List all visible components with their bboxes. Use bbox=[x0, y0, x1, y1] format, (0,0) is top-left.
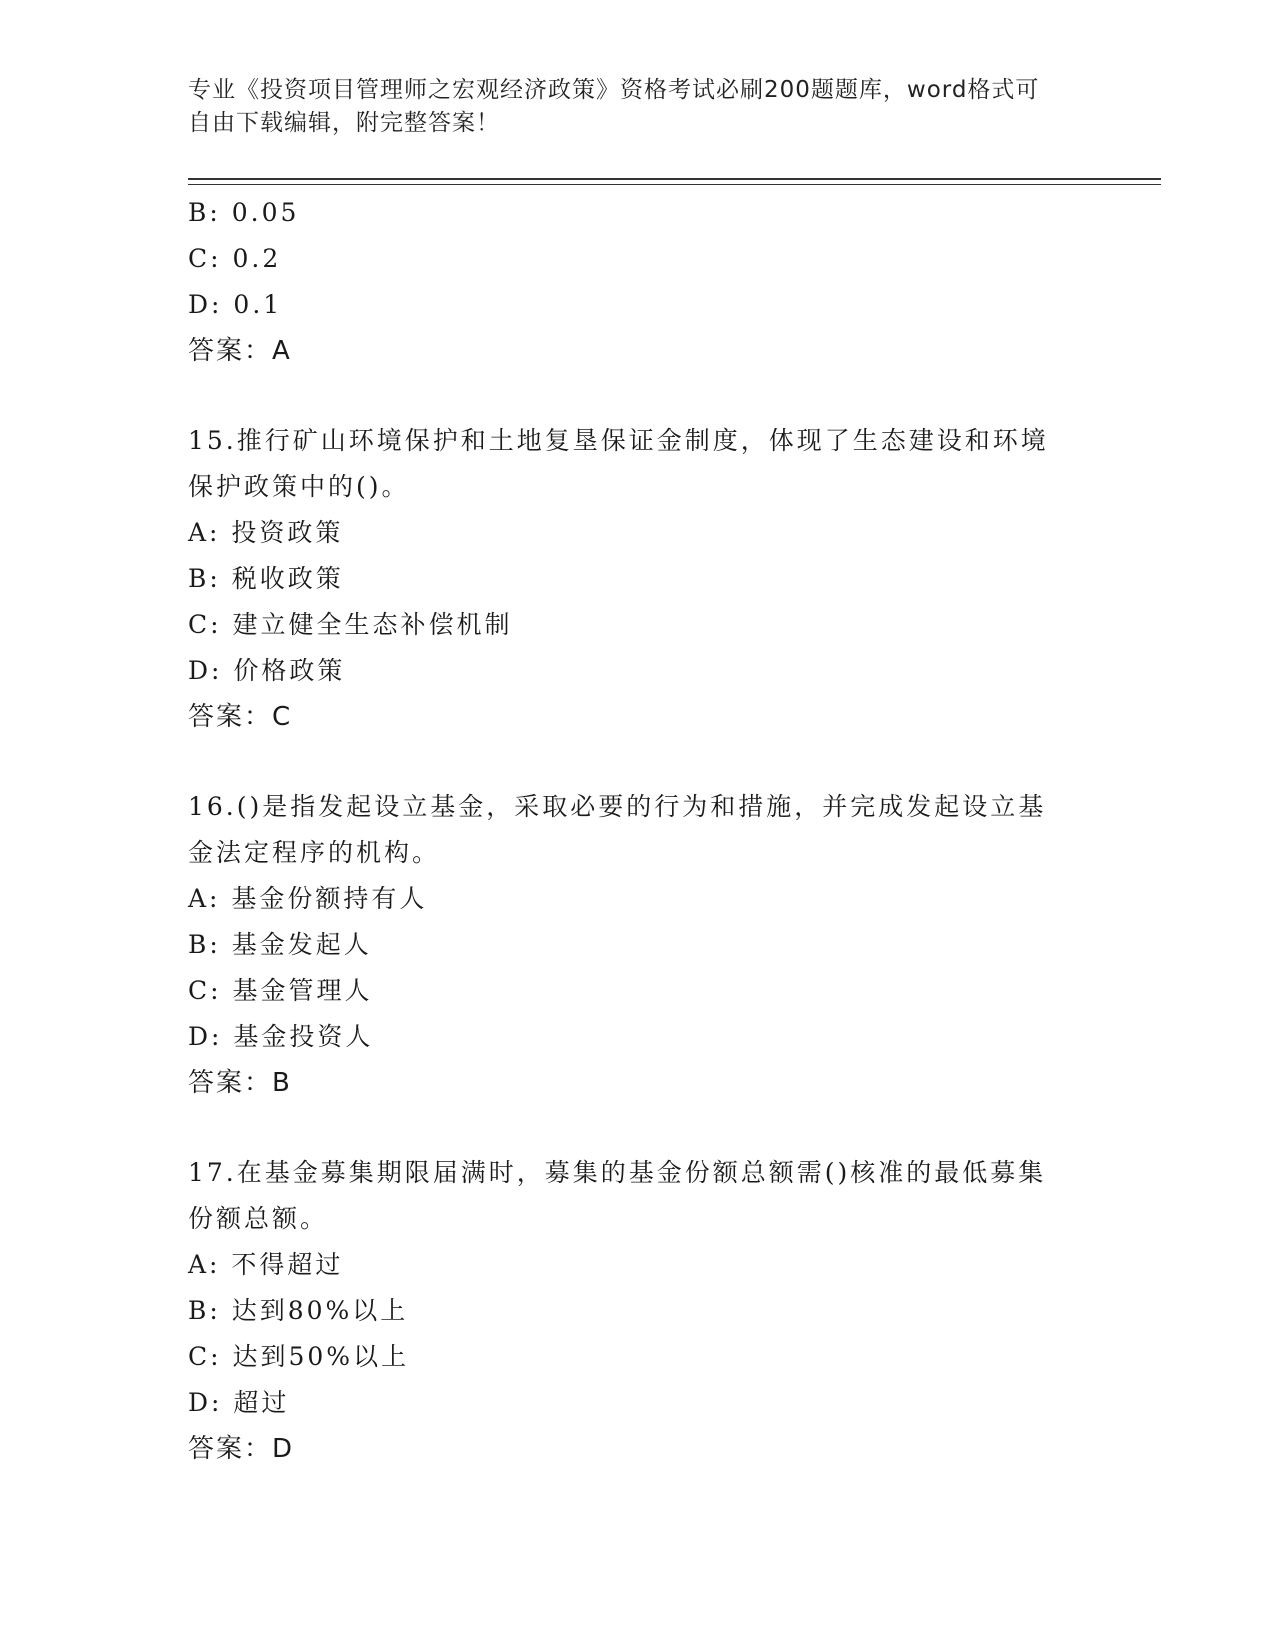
option-d: D: 0.1 bbox=[188, 290, 283, 319]
option-b: B: 0.05 bbox=[188, 198, 300, 227]
answer-line: 答案：D bbox=[188, 1434, 295, 1464]
option-c: C: 基金管理人 bbox=[188, 976, 373, 1005]
question-text-line-2: 份额总额。 bbox=[188, 1204, 329, 1233]
option-c: C: 建立健全生态补偿机制 bbox=[188, 610, 513, 639]
question-block-15 bbox=[188, 418, 1088, 740]
option-a: A: 投资政策 bbox=[188, 518, 344, 547]
header-rule-thick bbox=[188, 178, 1161, 180]
answer-line: 答案：B bbox=[188, 1068, 292, 1098]
option-b: B: 税收政策 bbox=[188, 564, 344, 593]
question-text-line-1: 16.()是指发起设立基金，采取必要的行为和措施，并完成发起设立基 bbox=[188, 792, 1047, 821]
question-text-line-1: 15.推行矿山环境保护和土地复垦保证金制度，体现了生态建设和环境 bbox=[188, 426, 1049, 455]
question-text-line-1: 17.在基金募集期限届满时，募集的基金份额总额需()核准的最低募集 bbox=[188, 1158, 1047, 1187]
option-a: A: 基金份额持有人 bbox=[188, 884, 428, 913]
question-block-16 bbox=[188, 784, 1088, 1106]
answer-line: 答案：A bbox=[188, 336, 292, 366]
header-line-2: 自由下载编辑，附完整答案！ bbox=[188, 110, 500, 136]
option-c: C: 0.2 bbox=[188, 244, 282, 273]
option-b: B: 达到80%以上 bbox=[188, 1296, 409, 1325]
answer-line: 答案：C bbox=[188, 702, 293, 732]
option-d: D: 价格政策 bbox=[188, 656, 346, 685]
header-rule-thin bbox=[188, 184, 1161, 185]
question-block-17 bbox=[188, 1150, 1088, 1472]
page-header bbox=[188, 74, 1068, 140]
question-block-14 bbox=[188, 190, 1088, 374]
option-d: D: 超过 bbox=[188, 1388, 290, 1417]
option-c: C: 达到50%以上 bbox=[188, 1342, 410, 1371]
question-content bbox=[188, 190, 1088, 1472]
option-b: B: 基金发起人 bbox=[188, 930, 372, 959]
question-text-line-2: 保护政策中的()。 bbox=[188, 472, 410, 501]
header-line-1: 专业《投资项目管理师之宏观经济政策》资格考试必刷200题题库，word格式可 bbox=[188, 77, 1040, 103]
option-d: D: 基金投资人 bbox=[188, 1022, 374, 1051]
question-text-line-2: 金法定程序的机构。 bbox=[188, 838, 441, 867]
option-a: A: 不得超过 bbox=[188, 1250, 344, 1279]
